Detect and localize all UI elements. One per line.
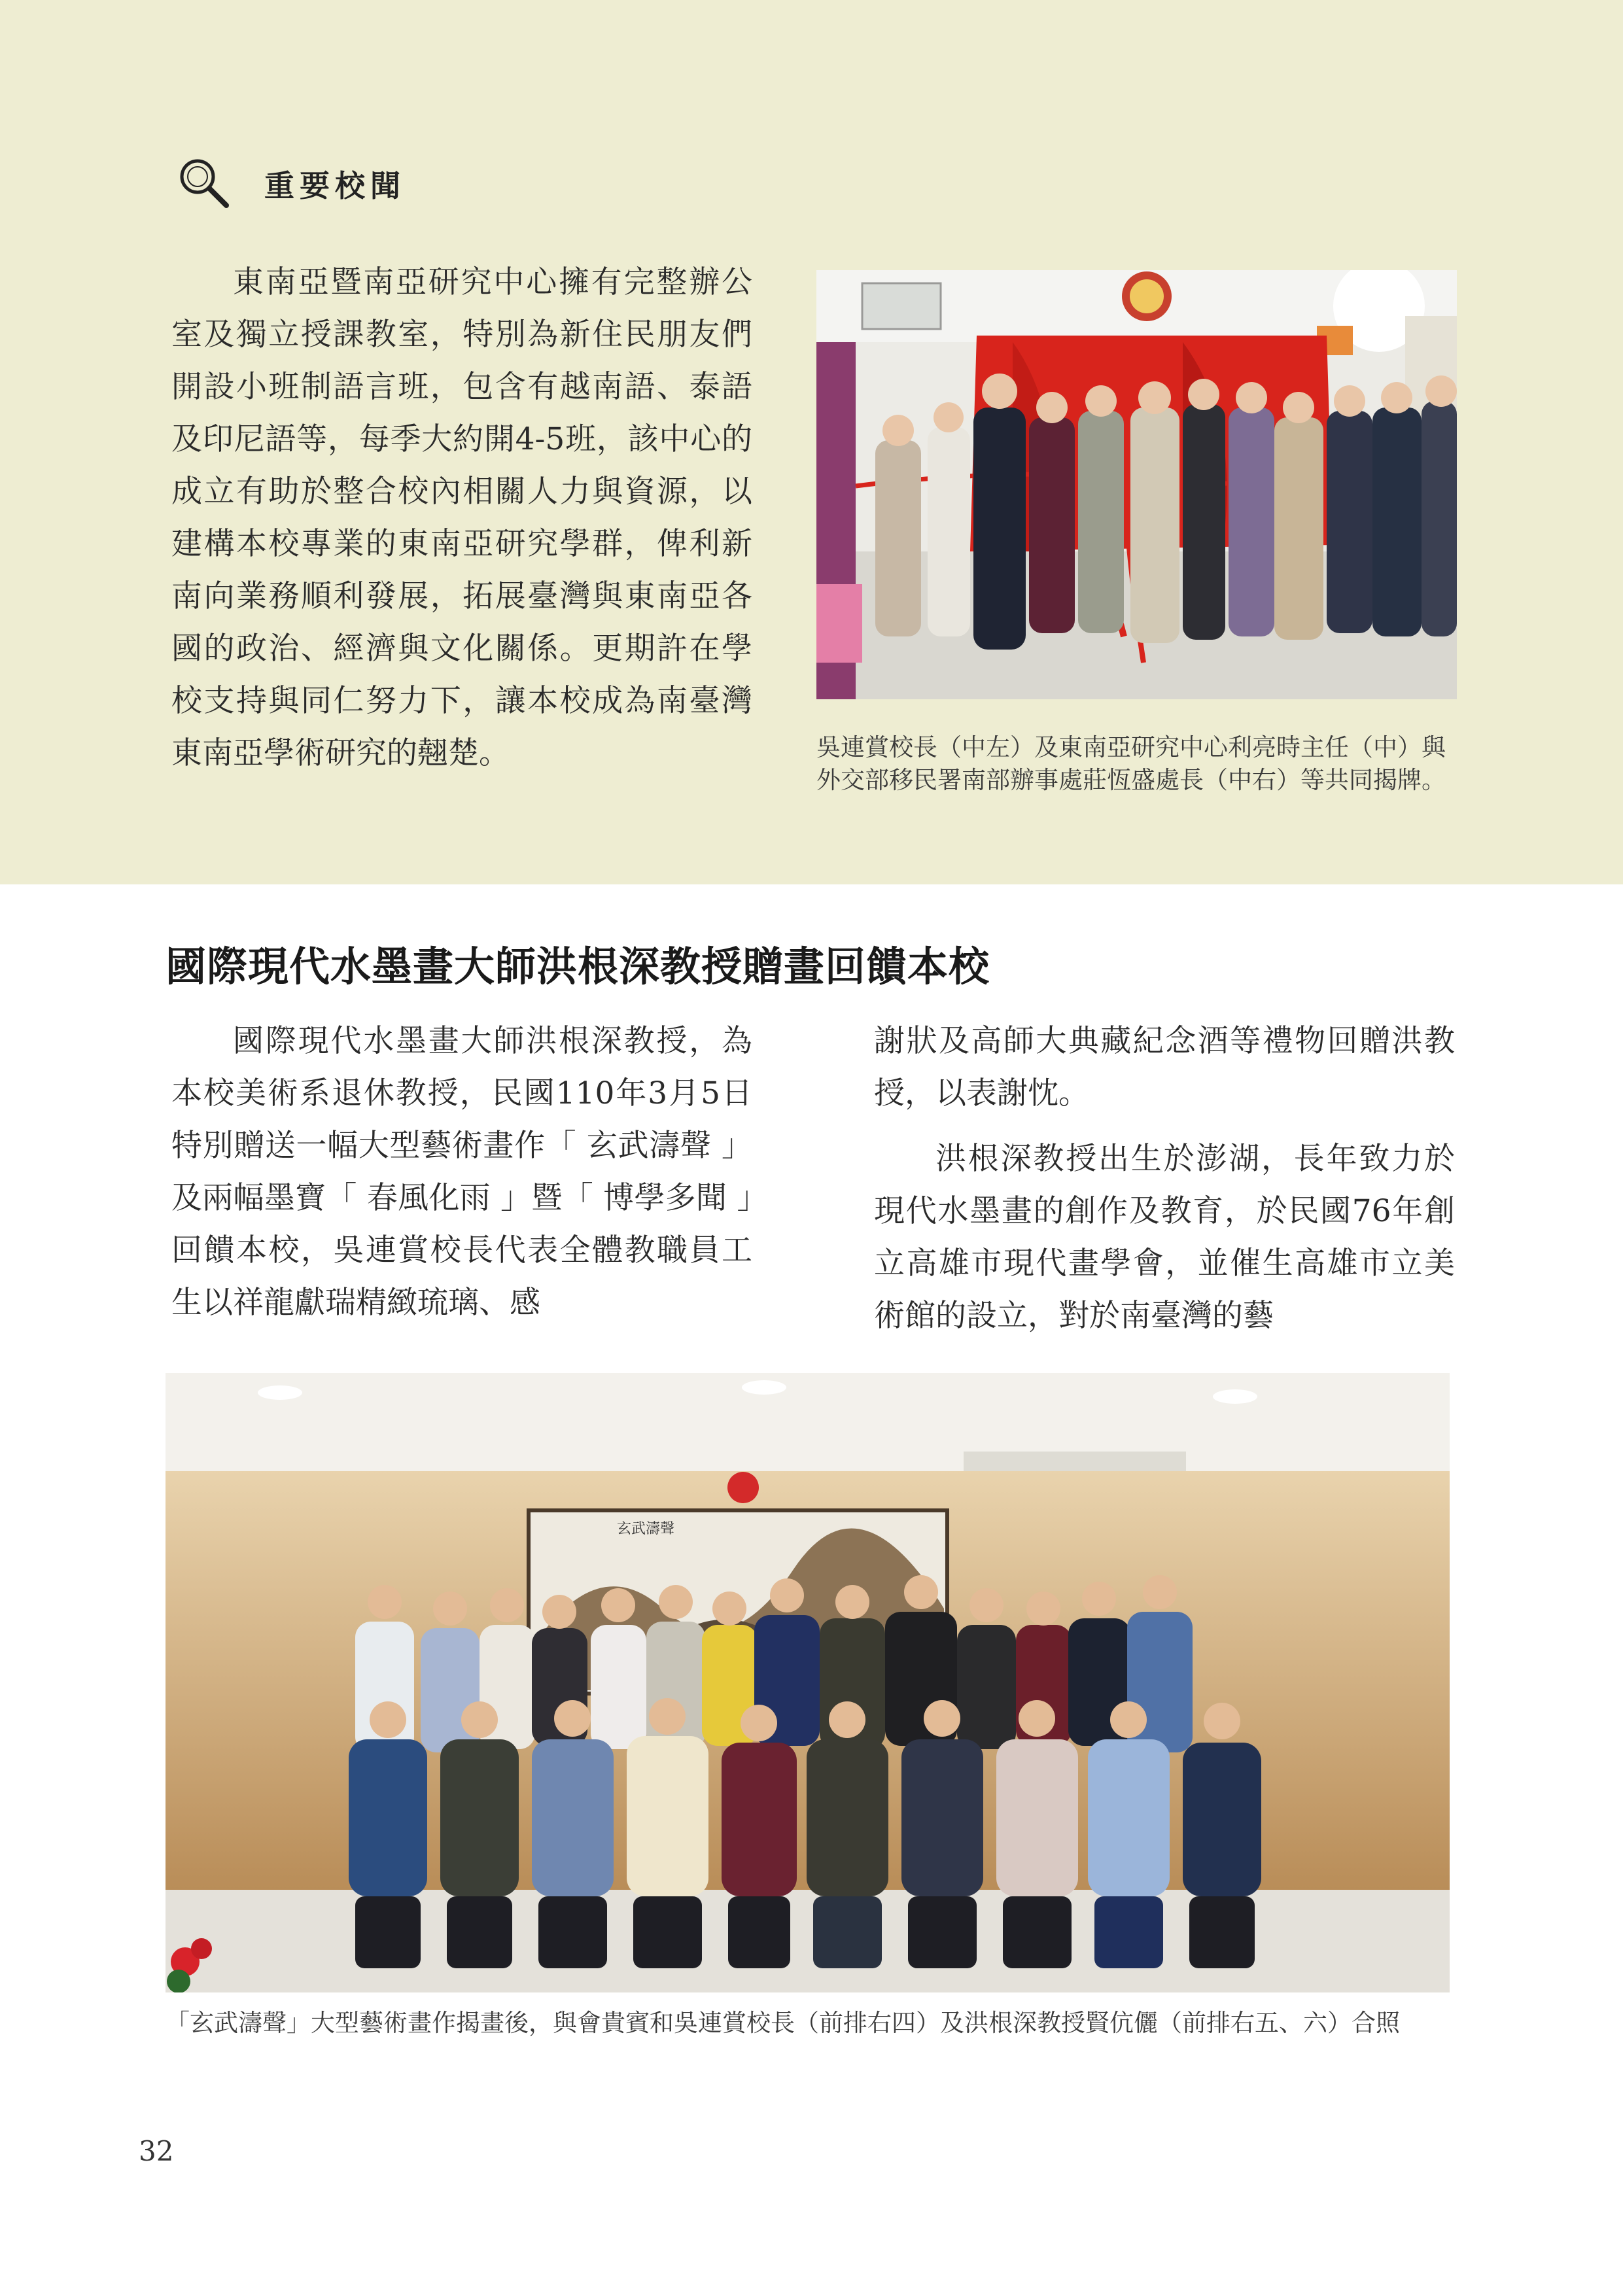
article2-right-column — [874, 1015, 1455, 1342]
section-header — [175, 154, 406, 213]
article2-paragraph-1-continued: 謝狀及高師大典藏紀念酒等禮物回贈洪教授，以表謝忱。 — [874, 1023, 1455, 1111]
section-title: 重要校聞 — [264, 168, 406, 203]
group-photo — [166, 1373, 1450, 1992]
article2-paragraph-2: 洪根深教授出生於澎湖，長年致力於現代水墨畫的創作及教育，於民國76年創立高雄市現代畫學會，並催生高雄市立美術館的設立，對於南臺灣的藝 — [874, 1141, 1455, 1334]
article1-paragraph: 東南亞暨南亞研究中心擁有完整辦公室及獨立授課教室，特別為新住民朋友們開設小班制語言班，包含有越南語、泰語及印尼語等，每季大約開4-5班，該中心的成立有助於整合校內相關人力與資源，以建構本校專業的東南亞研究學群，俾利新南向業務順利發展，拓展臺灣與東南亞各國的政治、經濟與文化關係。更期許在學校支持與同仁努力下，讓本校成為南臺灣東南亞學術研究的翹楚。 — [171, 264, 752, 771]
ribbon-cutting-photo — [816, 270, 1457, 699]
painting-title: 玄武濤聲 — [617, 1521, 675, 1537]
article2-paragraph-1: 國際現代水墨畫大師洪根深教授，為本校美術系退休教授，民國110年3月5日特別贈送一幅大型藝術畫作「 玄武濤聲 」及兩幅墨寶「 春風化雨 」暨「 博學多聞 」回饋本校，吳連賞校長代表全體教職員工生以祥龍獻瑞精緻琉璃、感 — [171, 1023, 752, 1321]
article2-left-column — [171, 1015, 752, 1329]
magnifier-icon — [175, 154, 232, 213]
group-photo-caption: 「玄武濤聲」大型藝術畫作揭畫後，與會貴賓和吳連賞校長（前排右四）及洪根深教授賢伉儷（前排右五、六）合照 — [166, 2009, 1400, 2037]
article1-text-column — [171, 256, 752, 780]
article2-title: 國際現代水墨畫大師洪根深教授贈畫回饋本校 — [166, 943, 990, 990]
page-number: 32 — [139, 2135, 174, 2167]
ribbon-photo-caption: 吳連賞校長（中左）及東南亞研究中心利亮時主任（中）與外交部移民署南部辦事處莊恆盛處長（中右）等共同揭牌。 — [816, 733, 1446, 794]
